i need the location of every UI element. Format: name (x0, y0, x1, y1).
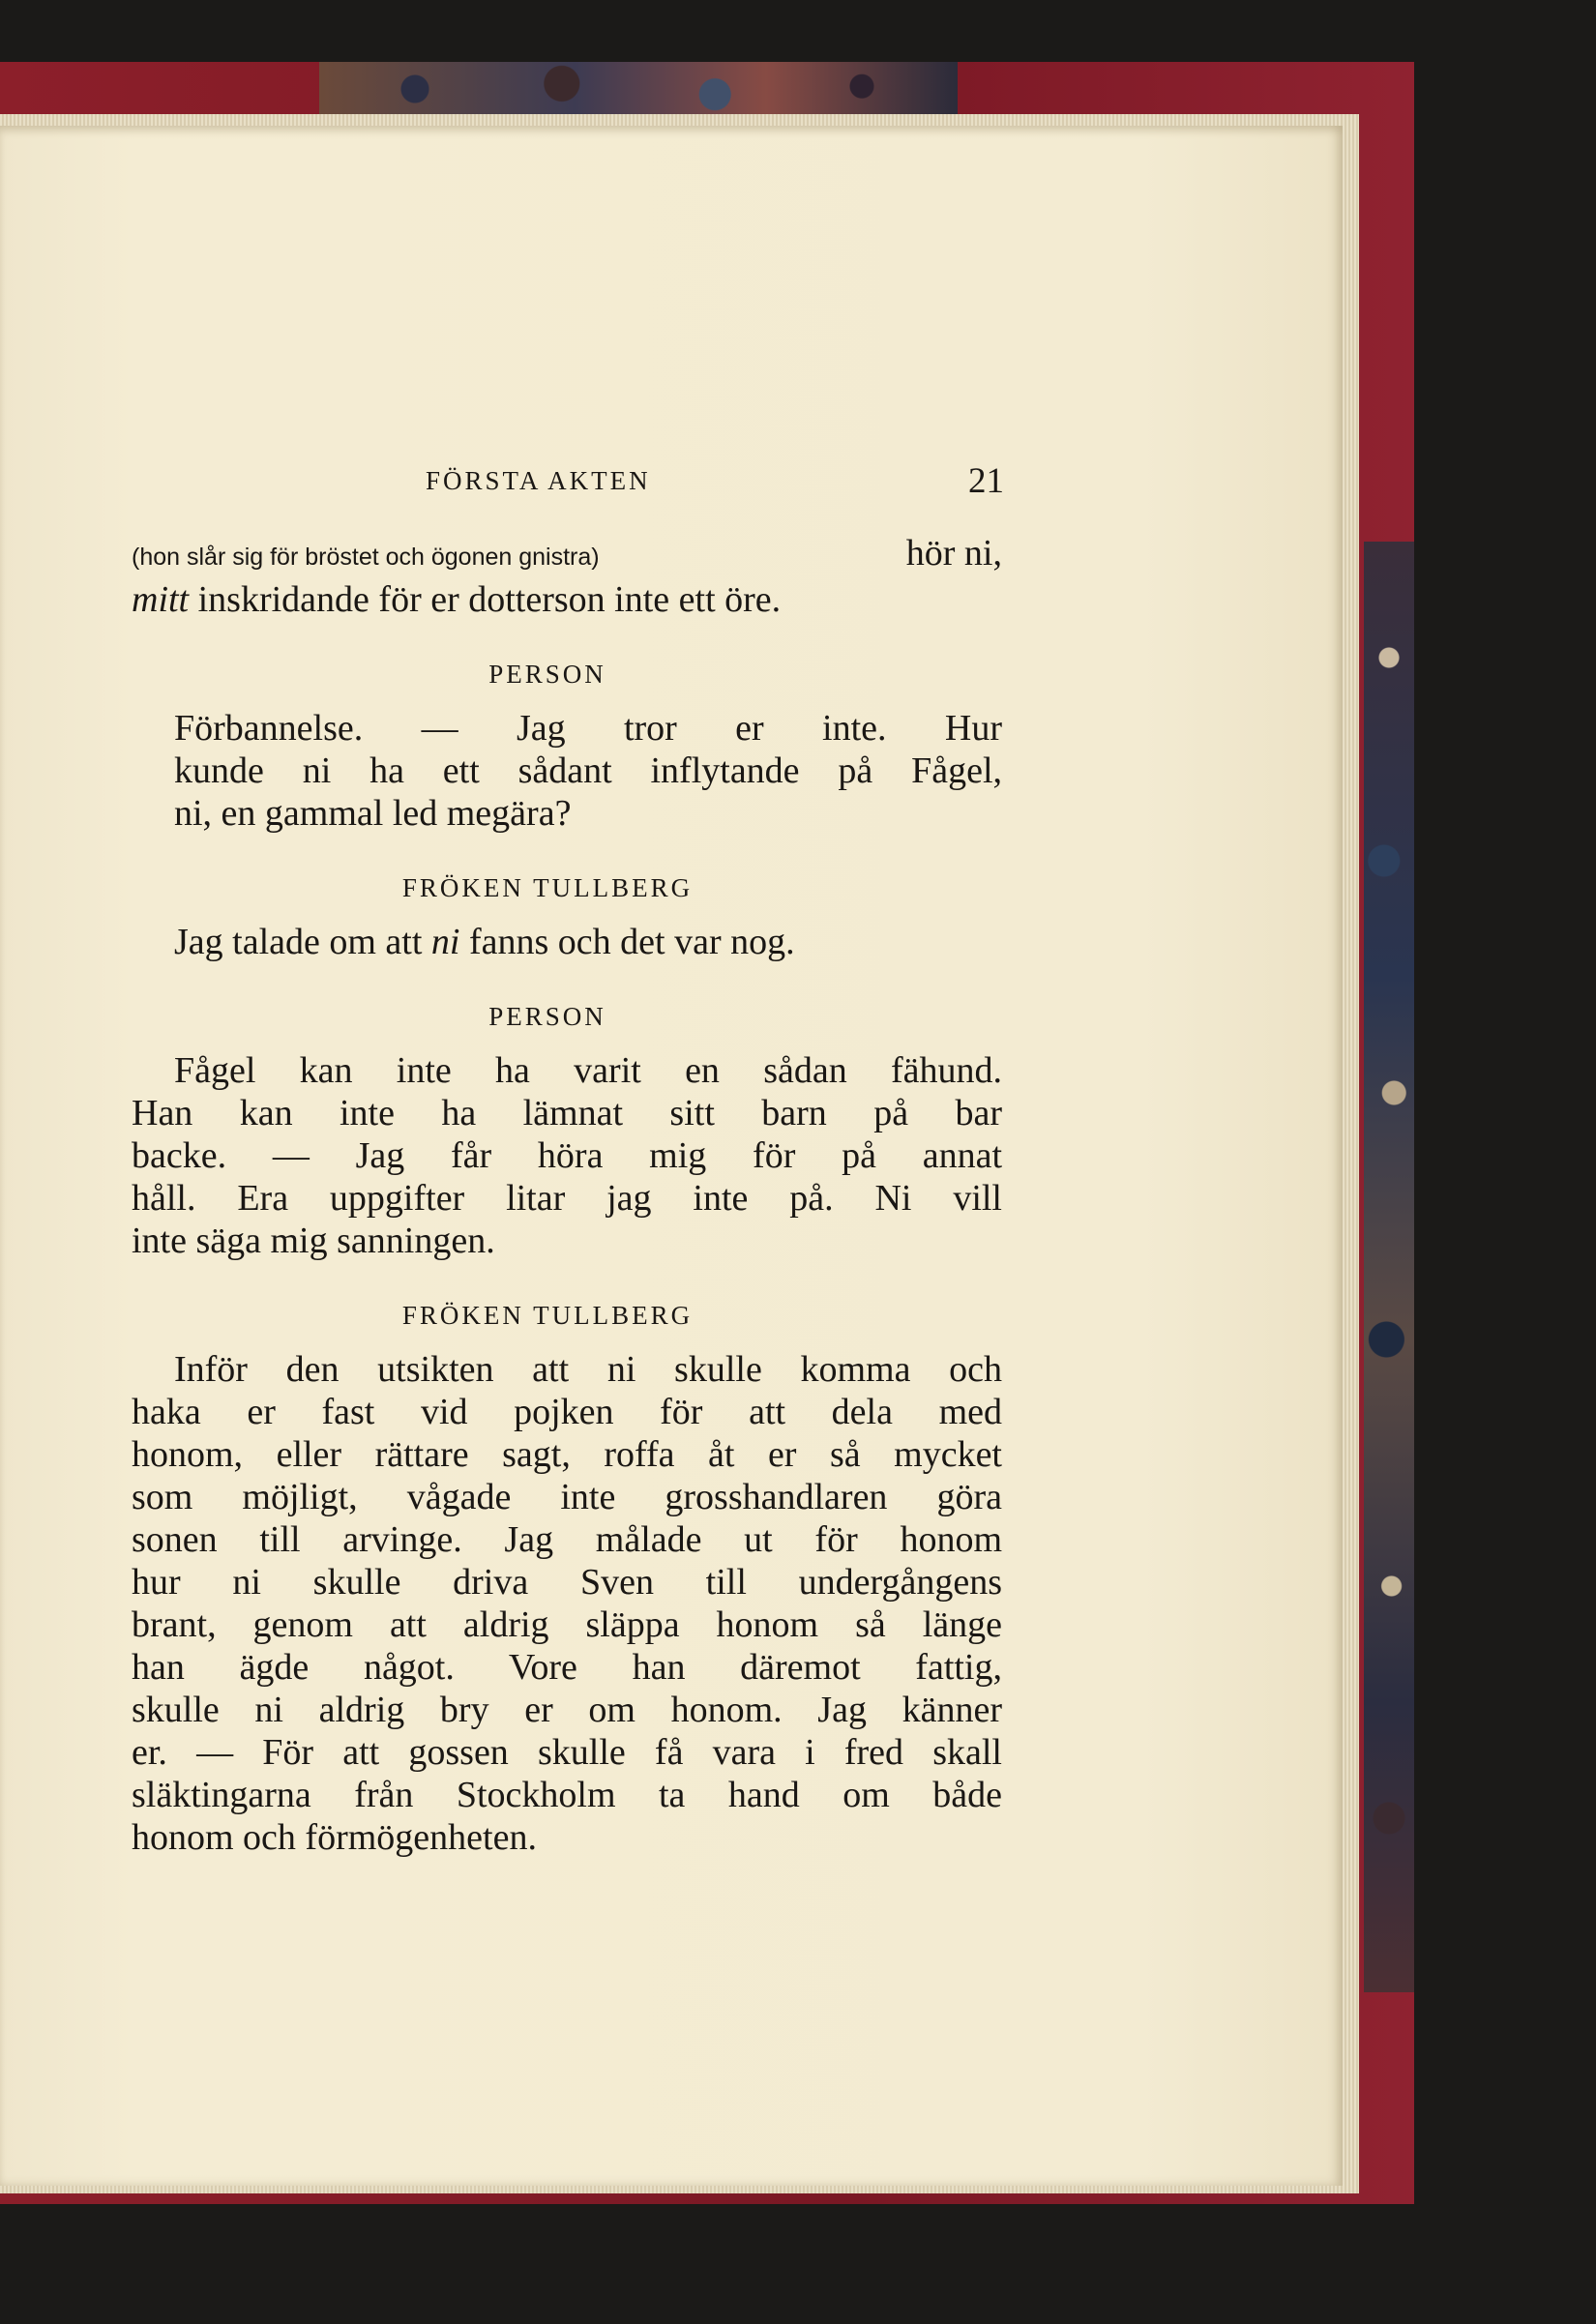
speech-text: fanns och det var nog. (468, 922, 795, 962)
speech-line: Förbannelse. — Jag tror er inte. Hur (174, 708, 1002, 749)
speech-paragraph (132, 707, 1002, 835)
speech-line: inte säga mig sanningen. (132, 1221, 495, 1261)
speech-line: backe. — Jag får höra mig för på annat (132, 1135, 1002, 1176)
page-number: 21 (968, 461, 1004, 501)
opening-italic-word: mitt (132, 579, 190, 620)
speech-paragraph (132, 1049, 1002, 1262)
speech-line: brant, genom att aldrig släppa honom så länge (132, 1604, 1002, 1645)
speech-paragraph (132, 921, 1002, 963)
speech-line: Inför den utsikten att ni skulle komma och (174, 1349, 1002, 1390)
opening-line-2 (132, 578, 1002, 621)
speech-line (174, 921, 1002, 963)
speaker-name: FRÖKEN TULLBERG (401, 873, 694, 902)
speech-line: Fågel kan inte ha varit en sådan fähund. (174, 1050, 1002, 1091)
speech-line: släktingarna från Stockholm ta hand om både (132, 1775, 1002, 1815)
speaker-name: FRÖKEN TULLBERG (401, 1301, 694, 1330)
speech-italic-word: ni (430, 922, 460, 962)
opening-line-1 (132, 532, 1002, 578)
running-head-title: FÖRSTA AKTEN (426, 466, 651, 495)
speech-line: han ägde något. Vore han däremot fattig, (132, 1647, 1002, 1688)
marbled-endpaper-right (1364, 542, 1414, 1992)
speech-line: hur ni skulle driva Sven till undergångens (132, 1562, 1002, 1603)
speech-line: som möjligt, vågade inte grosshandlaren göra (132, 1477, 1002, 1517)
speech-line: sonen till arvinge. Jag målade ut för honom (132, 1519, 1002, 1560)
opening-line-1-tail: hör ni, (905, 533, 1002, 574)
speech-line: Han kan inte ha lämnat sitt barn på bar (132, 1093, 1002, 1133)
speaker-name: PERSON (488, 660, 606, 689)
speech-line: honom, eller rättare sagt, roffa åt er så mycket (132, 1434, 1002, 1475)
speech-line: haka er fast vid pojken för att dela med (132, 1392, 1002, 1432)
speech-line: er. — För att gossen skulle få vara i fred skall (132, 1732, 1002, 1773)
speaker-name: PERSON (488, 1002, 606, 1031)
speech-line: ni, en gammal led megära? (174, 793, 572, 834)
speech-line: skulle ni aldrig bry er om honom. Jag känner (132, 1690, 1002, 1730)
speech-line: håll. Era uppgifter litar jag inte på. Ni vill (132, 1178, 1002, 1219)
running-head (132, 461, 1004, 513)
marbled-endpaper-top (319, 62, 958, 116)
page-text (132, 461, 1004, 1859)
speech-line: kunde ni ha ett sådant inflytande på Fågel, (174, 750, 1002, 791)
stage-direction: (hon slår sig för bröstet och ögonen gnistra) (132, 544, 600, 571)
opening-line-2-rest: inskridande för er dotterson inte ett öre. (197, 579, 782, 620)
speech-line: honom och förmögenheten. (132, 1817, 537, 1858)
speech-text: Jag talade om att (174, 922, 423, 962)
book-page (0, 126, 1343, 2186)
speech-paragraph (132, 1348, 1002, 1859)
